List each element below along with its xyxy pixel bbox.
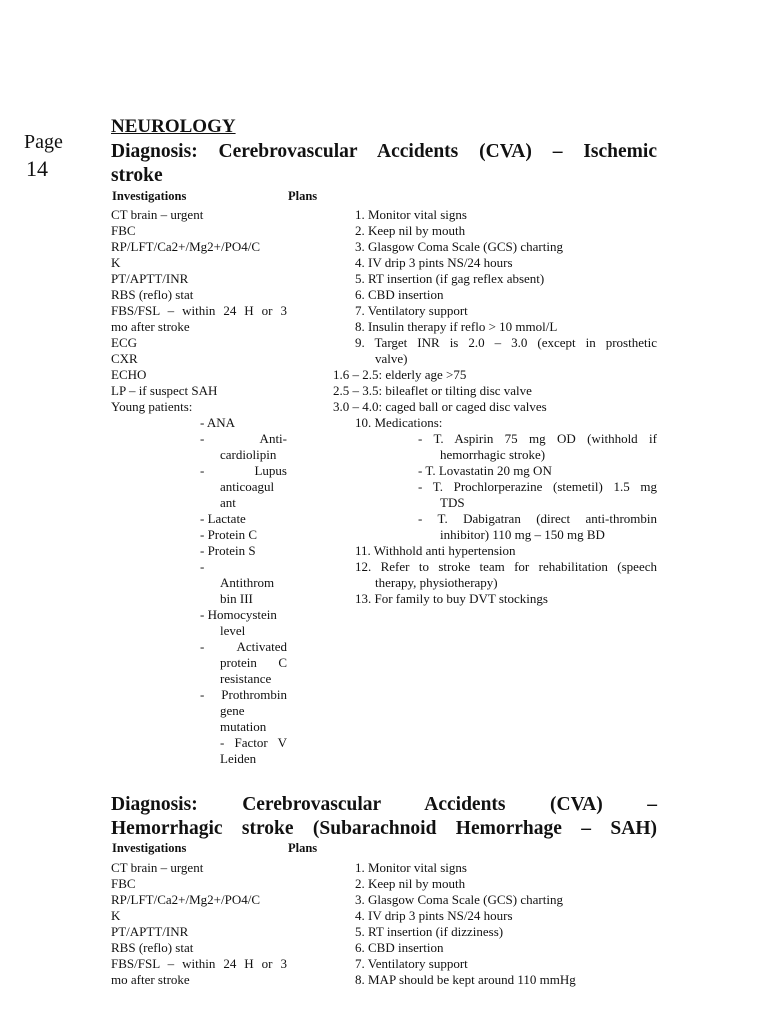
plan-item: - T. Dabigatran (direct anti-thrombin (418, 511, 657, 526)
plan-item: valve) (375, 351, 408, 366)
plan-item: 8. Insulin therapy if reflo > 10 mmol/L (355, 319, 558, 334)
plan-item: 13. For family to buy DVT stockings (355, 591, 548, 606)
plans-header: Plans (288, 841, 318, 855)
plan-item: inhibitor) 110 mg – 150 mg BD (440, 527, 605, 542)
plan-item: 12. Refer to stroke team for rehabilitation (speech (355, 559, 657, 574)
investigation-item: CT brain – urgent (111, 207, 204, 222)
investigation-item: K (111, 255, 121, 270)
plan-item: 6. CBD insertion (355, 287, 444, 302)
plan-item: 10. Medications: (355, 415, 443, 430)
plan-item: - T. Prochlorperazine (stemetil) 1.5 mg (418, 479, 657, 494)
young-patient-test-item: - Lactate (200, 511, 246, 526)
section-title: NEUROLOGY (111, 116, 236, 137)
young-patient-test-item: resistance (220, 671, 272, 686)
diagnosis-1-title-line: Diagnosis: Cerebrovascular Accidents (CVA) – Ischemic (111, 141, 657, 162)
diagnosis-1-title (111, 140, 657, 188)
young-patient-test-item: Antithrom (220, 575, 275, 590)
investigations-list (111, 207, 287, 415)
young-patient-test-item: - Anti- (200, 431, 287, 446)
young-patient-test-item: level (220, 623, 246, 638)
young-patient-test-item: mutation (220, 719, 267, 734)
diagnosis-2-title-line: Hemorrhagic stroke (Subarachnoid Hemorrhage – SAH) (111, 818, 657, 839)
young-patient-test-item: - Protein S (200, 543, 256, 558)
plans-list (333, 860, 657, 988)
investigation-item: LP – if suspect SAH (111, 383, 218, 398)
plan-item: 6. CBD insertion (355, 940, 444, 955)
investigation-item: RP/LFT/Ca2+/Mg2+/PO4/C (111, 892, 261, 907)
plan-item: - T. Lovastatin 20 mg ON (418, 463, 552, 478)
plan-item: hemorrhagic stroke) (440, 447, 546, 462)
plan-item: 5. RT insertion (if gag reflex absent) (355, 271, 545, 286)
investigation-item: FBC (111, 223, 136, 238)
investigations-list (111, 860, 287, 988)
young-patient-test-item: - (200, 559, 205, 574)
plans-list (333, 207, 657, 607)
investigation-item: PT/APTT/INR (111, 271, 189, 286)
investigation-item: mo after stroke (111, 972, 190, 987)
young-patient-test-item: ant (220, 495, 236, 510)
young-patient-test-item: - ANA (200, 415, 236, 430)
plans-header: Plans (288, 189, 318, 203)
plan-item: 2. Keep nil by mouth (355, 876, 466, 891)
investigation-item: Young patients: (111, 399, 193, 414)
young-patient-test-item: - Factor V (220, 735, 287, 750)
plan-item: 5. RT insertion (if dizziness) (355, 924, 504, 939)
plan-item: 1. Monitor vital signs (355, 860, 467, 875)
plan-item: TDS (440, 495, 465, 510)
plan-item: therapy, physiotherapy) (375, 575, 498, 590)
diagnosis-2-title (111, 793, 657, 841)
young-patient-test-item: - Lupus (200, 463, 287, 478)
plan-item: 2.5 – 3.5: bileaflet or tilting disc valve (333, 383, 532, 398)
investigation-item: FBS/FSL – within 24 H or 3 (111, 956, 287, 971)
investigation-item: FBC (111, 876, 136, 891)
investigations-header: Investigations (112, 841, 187, 855)
plan-item: - T. Aspirin 75 mg OD (withhold if (418, 431, 657, 446)
young-patient-test-item: protein C (220, 655, 287, 670)
investigation-item: FBS/FSL – within 24 H or 3 (111, 303, 287, 318)
investigations-header: Investigations (112, 189, 187, 203)
young-patient-test-item: - Homocystein (200, 607, 277, 622)
investigation-item: RBS (reflo) stat (111, 287, 194, 302)
investigation-item: CXR (111, 351, 138, 366)
investigation-item: mo after stroke (111, 319, 190, 334)
young-patient-test-item: - Activated (200, 639, 287, 654)
investigation-item: K (111, 908, 121, 923)
young-patient-test-item: anticoagul (220, 479, 275, 494)
investigation-item: PT/APTT/INR (111, 924, 189, 939)
young-patients-list (200, 415, 287, 767)
page-label: Page (24, 131, 63, 153)
page-number: 14 (26, 156, 48, 181)
plan-item: 1.6 – 2.5: elderly age >75 (333, 367, 467, 382)
plan-item: 7. Ventilatory support (355, 303, 468, 318)
plan-item: 3.0 – 4.0: caged ball or caged disc valves (333, 399, 547, 414)
plan-item: 1. Monitor vital signs (355, 207, 467, 222)
young-patient-test-item: Leiden (220, 751, 257, 766)
young-patient-test-item: gene (220, 703, 245, 718)
investigation-item: CT brain – urgent (111, 860, 204, 875)
young-patient-test-item: cardiolipin (220, 447, 277, 462)
diagnosis-1-title-line: stroke (111, 165, 163, 186)
young-patient-test-item: bin III (220, 591, 253, 606)
plan-item: 7. Ventilatory support (355, 956, 468, 971)
plan-item: 4. IV drip 3 pints NS/24 hours (355, 255, 513, 270)
plan-item: 11. Withhold anti hypertension (355, 543, 516, 558)
young-patient-test-item: - Protein C (200, 527, 258, 542)
plan-item: 3. Glasgow Coma Scale (GCS) charting (355, 892, 563, 907)
plan-item: 2. Keep nil by mouth (355, 223, 466, 238)
plan-item: 8. MAP should be kept around 110 mmHg (355, 972, 576, 987)
young-patient-test-item: - Prothrombin (200, 687, 287, 702)
investigation-item: RP/LFT/Ca2+/Mg2+/PO4/C (111, 239, 261, 254)
diagnosis-2-title-line: Diagnosis: Cerebrovascular Accidents (CVA) – (111, 794, 657, 815)
plan-item: 9. Target INR is 2.0 – 3.0 (except in prosthetic (355, 335, 657, 350)
investigation-item: RBS (reflo) stat (111, 940, 194, 955)
investigation-item: ECG (111, 335, 137, 350)
plan-item: 3. Glasgow Coma Scale (GCS) charting (355, 239, 563, 254)
plan-item: 4. IV drip 3 pints NS/24 hours (355, 908, 513, 923)
investigation-item: ECHO (111, 367, 147, 382)
